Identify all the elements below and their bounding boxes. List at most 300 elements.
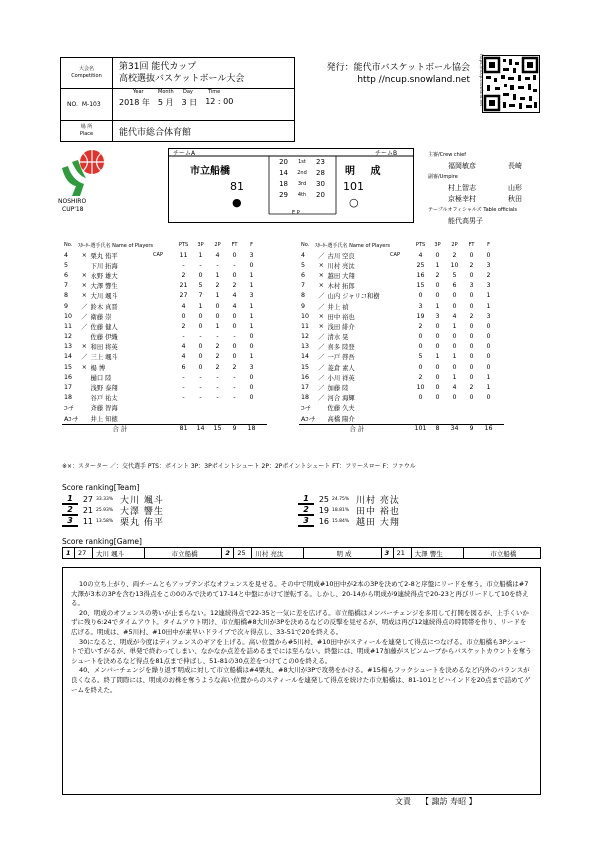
captain-mark — [153, 260, 175, 270]
three-pt: 2 — [435, 271, 440, 279]
assistant-coach-name: 井上 知徳 — [90, 415, 118, 423]
fouls: 1 — [249, 302, 254, 310]
competition-name: 第31回 能代カップ 高校選抜バスケットボール大会 — [119, 62, 245, 84]
game-rank-player: 大川 颯斗 — [93, 548, 145, 558]
fouls: 1 — [486, 302, 491, 310]
starter-mark — [78, 260, 91, 270]
captain-mark — [390, 332, 412, 342]
ranking-team-b — [298, 494, 518, 527]
pts: 16 — [416, 271, 425, 279]
team-a-total-rule — [62, 424, 267, 425]
pts: 5 — [418, 353, 423, 361]
table-row — [58, 362, 260, 372]
player-name: 鈴木 真晋 — [90, 303, 118, 311]
game-rank-points: 21 — [394, 548, 412, 558]
two-pt: 1 — [452, 373, 457, 381]
three-pt: 0 — [435, 333, 440, 341]
pts: 15 — [416, 282, 425, 290]
ranking-game-title: Score ranking[Game] — [62, 537, 142, 546]
player-name: 谷戸 祐太 — [90, 395, 118, 403]
column-header: 2P — [451, 242, 458, 248]
player-name: 佐藤 健人 — [90, 323, 118, 331]
publisher: 発行：能代市バスケットボール協会 http //ncup.snowland.net — [326, 63, 470, 85]
table-row — [295, 291, 497, 301]
game-rank-player: 川村 亮汰 — [252, 548, 304, 558]
game-info-box — [60, 57, 295, 142]
rank-percent: 33.33% — [96, 497, 114, 502]
total-pts: 81 — [179, 424, 188, 432]
coach-name: 斉藤 智海 — [90, 405, 118, 413]
two-pt: 2 — [215, 353, 220, 361]
column-header: FT — [231, 242, 238, 248]
rank-number: 2 — [62, 505, 78, 516]
player-no: 11 — [64, 322, 73, 330]
column-header: 選手氏名 Name of Players — [327, 242, 391, 249]
player-name: 下川 拓海 — [90, 262, 118, 270]
three-pt: 5 — [198, 282, 203, 290]
two-pt: 4 — [452, 384, 457, 392]
column-header — [153, 240, 175, 250]
table-row — [58, 270, 260, 280]
player-no: 6 — [64, 271, 69, 279]
assistant-coach-label: Aｺｰﾁ — [301, 415, 315, 423]
starter-mark: ／ — [318, 385, 325, 393]
player-no: 6 — [301, 271, 306, 279]
captain-mark — [390, 260, 412, 270]
game-rank-player: 大澤 響生 — [412, 548, 464, 558]
three-pt: 1 — [198, 302, 203, 310]
rank-percent: 18.81% — [332, 508, 350, 513]
team-a-total: 81 — [230, 180, 244, 193]
player-no: 14 — [301, 353, 310, 361]
table-row — [295, 342, 497, 352]
rank-player: 越田 大翔 — [356, 518, 400, 528]
captain-mark: CAP — [390, 252, 400, 259]
legend: ※×：スターター ／：交代選手 PTS：ポイント 3P：3Pポイントシュート 2P：2Pポイントシュート FT：フリースロー F：ファウル — [62, 463, 416, 470]
free-throw: 2 — [469, 312, 474, 320]
coach-label: ｺｰﾁ — [301, 405, 311, 413]
free-throw: 0 — [469, 353, 474, 361]
rank-player: 川村 亮汰 — [356, 496, 400, 506]
player-name: 大川 颯斗 — [90, 293, 118, 301]
captain-mark — [153, 270, 175, 280]
free-throw: 0 — [469, 333, 474, 341]
table-row — [295, 352, 497, 362]
free-throw: 3 — [469, 282, 474, 290]
place-label: 場 所 Place — [61, 121, 113, 141]
rank-points: 27 — [82, 495, 93, 504]
assistant-coach-label: Aｺｰﾁ — [64, 415, 78, 423]
rank-number: 1 — [62, 494, 78, 505]
rank-points: 21 — [82, 506, 93, 515]
three-pt: 0 — [435, 363, 440, 371]
ranking-game-row — [62, 547, 541, 559]
fouls: 0 — [249, 261, 254, 269]
captain-mark — [153, 321, 175, 331]
two-pt: 0 — [452, 333, 457, 341]
team-b-name: 明 成 — [345, 166, 387, 177]
three-pt: 0 — [435, 343, 440, 351]
three-pt: 0 — [435, 384, 440, 392]
fouls: 0 — [249, 333, 254, 341]
total-p3: 14 — [196, 424, 205, 432]
three-pt: 0 — [198, 353, 203, 361]
table-row — [295, 260, 497, 270]
total-pts: 101 — [414, 424, 427, 432]
rank-number: 3 — [62, 516, 78, 527]
starter-mark: ／ — [81, 323, 88, 331]
three-pt: 7 — [198, 292, 203, 300]
table-row — [58, 342, 260, 352]
period-row: 29 4th 20 — [279, 191, 325, 199]
column-header: ｽﾀｰﾀｰ — [315, 242, 328, 249]
player-name: 菱倉 素人 — [327, 364, 355, 372]
player-name: 三上 颯斗 — [90, 354, 118, 362]
three-pt: - — [199, 373, 202, 381]
two-pt: - — [216, 333, 219, 341]
team-a-label: チームA — [173, 150, 196, 157]
team-b-label: チームB — [375, 150, 398, 157]
player-no: 8 — [301, 292, 306, 300]
free-throw: 0 — [469, 251, 474, 259]
free-throw: 4 — [232, 292, 237, 300]
player-name: 栗丸 侑平 — [90, 252, 118, 260]
captain-mark — [153, 342, 175, 352]
officials: 主審/Crew chief 福岡敏彦 長崎 副審/Umpire 村上智志 山形 京極幸村 秋田 テーブルオフィシャルズ Table officials 能代高男子 — [428, 152, 522, 225]
three-pt: 0 — [198, 363, 203, 371]
column-header: No. — [301, 242, 310, 248]
pts: 4 — [418, 251, 423, 259]
starter-mark: × — [81, 271, 87, 279]
free-throw: 0 — [232, 343, 237, 351]
captain-mark — [153, 311, 175, 321]
rank-number: 3 — [298, 516, 314, 527]
column-header: FT — [468, 242, 475, 248]
fouls: 3 — [486, 261, 491, 269]
player-name: 古川 空良 — [327, 252, 355, 260]
commentary-paragraph: 10の立ち上がり、両チームともアップテンポなオフェンスを見せる。その中で明成#10田中が2本の3Pを決めて2-8と序盤にリードを奪う。市立船橋は#7大澤が3本の3Pを含む13得点をこの0のみで決めて17-14と中盤にかけて逆転する。しかし、20-14から明成が9連続得点で20-23と再びリードして10を終える。 — [71, 580, 529, 608]
free-throw: 2 — [469, 261, 474, 269]
fouls: 3 — [486, 282, 491, 290]
two-pt: 1 — [452, 353, 457, 361]
game-rank-team: 明 成 — [304, 548, 381, 558]
three-pt: 0 — [198, 312, 203, 320]
table-header — [295, 240, 497, 250]
pts: 19 — [416, 312, 425, 320]
captain-mark — [390, 352, 412, 362]
starter-mark: × — [81, 282, 87, 290]
table-row — [58, 382, 260, 392]
rank-points: 25 — [318, 495, 329, 504]
rank-player: 大澤 響生 — [120, 507, 164, 517]
three-pt: 0 — [435, 251, 440, 259]
game-rank-number: 2 — [222, 548, 234, 558]
place-value: 能代市総合体育館 — [119, 127, 192, 138]
player-name: 小川 祥英 — [327, 374, 355, 382]
captain-mark — [390, 291, 412, 301]
column-header: 3P — [197, 242, 204, 248]
game-rank-number: 1 — [63, 548, 75, 558]
starter-mark: ／ — [318, 303, 325, 311]
pts: - — [182, 261, 185, 269]
game-rank-number: 3 — [382, 548, 394, 558]
captain-mark — [153, 301, 175, 311]
pts: 0 — [418, 333, 423, 341]
three-pt: 0 — [198, 322, 203, 330]
player-name: 喜多 陸登 — [327, 344, 355, 352]
two-pt: 2 — [452, 251, 457, 259]
assistant-coach-row — [295, 413, 497, 423]
captain-mark — [390, 372, 412, 382]
fouls: 0 — [486, 251, 491, 259]
pts: 0 — [418, 363, 423, 371]
captain-mark — [390, 281, 412, 291]
period-row: 14 2nd 28 — [279, 169, 325, 177]
assistant-coach-name: 高橋 陽介 — [327, 415, 355, 423]
two-pt: 1 — [452, 322, 457, 330]
two-pt: 2 — [215, 343, 220, 351]
fouls: 1 — [486, 384, 491, 392]
total-f: 16 — [484, 424, 493, 432]
two-pt: - — [216, 261, 219, 269]
captain-mark — [390, 362, 412, 372]
pts: 21 — [179, 282, 188, 290]
period-row: 18 3rd 30 — [279, 180, 325, 188]
three-pt: 1 — [435, 302, 440, 310]
total-p2: 15 — [213, 424, 222, 432]
pts: 2 — [418, 373, 423, 381]
two-pt: - — [216, 373, 219, 381]
captain-mark — [153, 362, 175, 372]
free-throw: 0 — [232, 251, 237, 259]
player-no: 8 — [64, 292, 69, 300]
fouls: 2 — [486, 271, 491, 279]
table-row — [58, 332, 260, 342]
ranking-team-a — [62, 494, 282, 527]
two-pt: 1 — [215, 292, 220, 300]
logo-caption: NOSHIRO CUP'18 — [58, 198, 87, 213]
totals-label: 合 計 — [349, 425, 365, 433]
two-pt: - — [216, 384, 219, 392]
two-pt: 0 — [452, 363, 457, 371]
fouls: 0 — [486, 333, 491, 341]
column-header: 3P — [434, 242, 441, 248]
coach-name: 佐藤 久夫 — [327, 405, 355, 413]
pts: 2 — [181, 271, 186, 279]
three-pt: - — [199, 261, 202, 269]
fouls: 1 — [249, 282, 254, 290]
period-scores — [272, 157, 332, 201]
player-no: 13 — [64, 343, 73, 351]
player-name: 浅田 緋介 — [327, 323, 355, 331]
captain-mark: CAP — [153, 252, 163, 259]
game-rank-team: 市立船橋 — [145, 548, 222, 558]
qr-code-icon[interactable] — [482, 55, 540, 113]
table-row — [58, 311, 260, 321]
player-name: 山内 ジャリコ和樹 — [327, 293, 380, 301]
column-header: PTS — [415, 242, 426, 248]
free-throw: - — [233, 373, 236, 381]
captain-mark — [390, 311, 412, 321]
starter-mark: ／ — [318, 293, 325, 301]
starter-mark — [78, 372, 91, 382]
player-name: 和田 将英 — [90, 344, 118, 352]
pts: 0 — [418, 343, 423, 351]
total-ft: 9 — [469, 424, 474, 432]
fouls: 1 — [249, 271, 254, 279]
pts: 3 — [418, 302, 423, 310]
table-row — [58, 372, 260, 382]
starter-mark: ／ — [318, 334, 325, 342]
fouls: 1 — [249, 353, 254, 361]
free-throw: 0 — [469, 394, 474, 402]
column-header — [390, 240, 412, 250]
pts: 2 — [418, 322, 423, 330]
player-no: 5 — [301, 261, 306, 269]
player-name: 木村 拓郎 — [327, 283, 355, 291]
free-throw: 0 — [469, 292, 474, 300]
column-header: ｽﾀｰﾀｰ — [78, 242, 91, 249]
starter-mark: × — [318, 282, 324, 290]
two-pt: 1 — [215, 322, 220, 330]
fouls: 3 — [486, 312, 491, 320]
three-pt: 1 — [435, 353, 440, 361]
starter-mark: ／ — [318, 344, 325, 352]
table-row — [58, 260, 260, 270]
pts: 0 — [418, 394, 423, 402]
player-no: 16 — [301, 373, 310, 381]
captain-mark — [153, 291, 175, 301]
captain-mark — [153, 382, 175, 392]
player-name: 佐藤 伊織 — [90, 334, 118, 342]
free-throw: 2 — [469, 384, 474, 392]
starter-mark: × — [318, 271, 324, 279]
two-pt: 5 — [452, 271, 457, 279]
two-pt: 1 — [215, 271, 220, 279]
table-row — [295, 250, 497, 260]
free-throw: 0 — [469, 363, 474, 371]
player-no: 18 — [301, 394, 310, 402]
game-commentary — [62, 567, 541, 795]
pts: 4 — [181, 343, 186, 351]
fouls: 0 — [249, 384, 254, 392]
rank-percent: 13.58% — [96, 519, 114, 524]
fouls: 1 — [249, 312, 254, 320]
game-rank-team: 市立船橋 — [490, 549, 517, 558]
free-throw: 0 — [469, 322, 474, 330]
free-throw: 0 — [232, 312, 237, 320]
team-b-total-rule — [299, 424, 504, 425]
table-row — [58, 321, 260, 331]
total-ft: 9 — [232, 424, 237, 432]
player-name: 河合 海輝 — [327, 395, 355, 403]
player-no: 7 — [301, 282, 306, 290]
player-no: 10 — [301, 312, 310, 320]
two-pt: 0 — [452, 343, 457, 351]
free-throw: - — [233, 261, 236, 269]
player-no: 10 — [64, 312, 73, 320]
coach-row — [295, 403, 497, 413]
free-throw: 0 — [469, 343, 474, 351]
table-row — [58, 291, 260, 301]
free-throw: 2 — [232, 282, 237, 290]
pts: 2 — [181, 322, 186, 330]
player-no: 16 — [64, 373, 73, 381]
total-p2: 34 — [450, 424, 459, 432]
rank-points: 11 — [82, 517, 93, 526]
free-throw: - — [233, 384, 236, 392]
two-pt: 0 — [452, 302, 457, 310]
table-row — [295, 270, 497, 280]
player-no: 4 — [301, 251, 306, 259]
player-name: 樋口 陸 — [90, 374, 112, 382]
two-pt: 0 — [452, 394, 457, 402]
fouls: 0 — [249, 373, 254, 381]
player-name: 越田 大翔 — [327, 272, 355, 280]
player-no: 9 — [301, 302, 306, 310]
column-header: PTS — [178, 242, 189, 248]
fouls: 0 — [486, 363, 491, 371]
table-row — [295, 311, 497, 321]
player-name: 衛藤 崇 — [90, 313, 112, 321]
free-throw: - — [233, 333, 236, 341]
player-name: 加藤 陸 — [327, 385, 349, 393]
captain-mark — [390, 270, 412, 280]
rank-player: 田中 裕也 — [356, 507, 400, 517]
starter-mark: × — [81, 251, 87, 259]
player-no: 15 — [64, 363, 73, 371]
captain-mark — [390, 321, 412, 331]
starter-mark: ／ — [318, 252, 325, 260]
ranking-entry — [62, 516, 282, 527]
captain-mark — [390, 301, 412, 311]
player-no: 17 — [64, 384, 73, 392]
three-pt: 3 — [435, 312, 440, 320]
free-throw: - — [233, 394, 236, 402]
three-pt: 0 — [198, 271, 203, 279]
rank-points: 19 — [318, 506, 329, 515]
author: 文責 【 諏訪 寿昭 】 — [395, 797, 477, 806]
starter-mark: ／ — [81, 313, 88, 321]
coach-label: ｺｰﾁ — [64, 405, 74, 413]
free-throw: 0 — [232, 271, 237, 279]
free-throw: 0 — [232, 353, 237, 361]
pts: - — [182, 384, 185, 392]
fouls: 0 — [249, 343, 254, 351]
fouls: 0 — [486, 343, 491, 351]
free-throw: 0 — [469, 373, 474, 381]
table-row — [295, 281, 497, 291]
ranking-team-title: Score ranking[Team] — [62, 483, 140, 492]
three-pt: 0 — [435, 373, 440, 381]
rank-player: 大川 颯斗 — [120, 496, 164, 506]
starter-mark: × — [318, 312, 324, 320]
player-name: 川村 亮汰 — [327, 262, 355, 270]
team-b-result-icon: ○ — [349, 196, 359, 209]
pts: 6 — [181, 363, 186, 371]
game-rank-points: 25 — [234, 548, 252, 558]
captain-mark — [390, 393, 412, 403]
starter-mark: ／ — [81, 303, 88, 311]
captain-mark — [390, 382, 412, 392]
three-pt: - — [199, 333, 202, 341]
three-pt: 0 — [435, 322, 440, 330]
starter-mark: ／ — [81, 354, 88, 362]
commentary-paragraph: 20、明成のオフェンスの勢いが止まらない。12連続得点で22-35と一気に差を広げる。市立船橋はメンバーチェンジを多用して打開を図るが、上手くいかずに残り6:24でタイムアウト。タイムアウト明け、市立船橋#8大川が3Pを決めるなどの反撃を見せるが、明成は再び12連続得点の時間帯を作り、リードを広げる。明成は、#5川村、#10田中が素早いドライブで次々得点し、33-51で20を終える。 — [71, 608, 529, 636]
player-name: 田中 裕也 — [327, 313, 355, 321]
two-pt: - — [216, 394, 219, 402]
three-pt: 1 — [435, 261, 440, 269]
